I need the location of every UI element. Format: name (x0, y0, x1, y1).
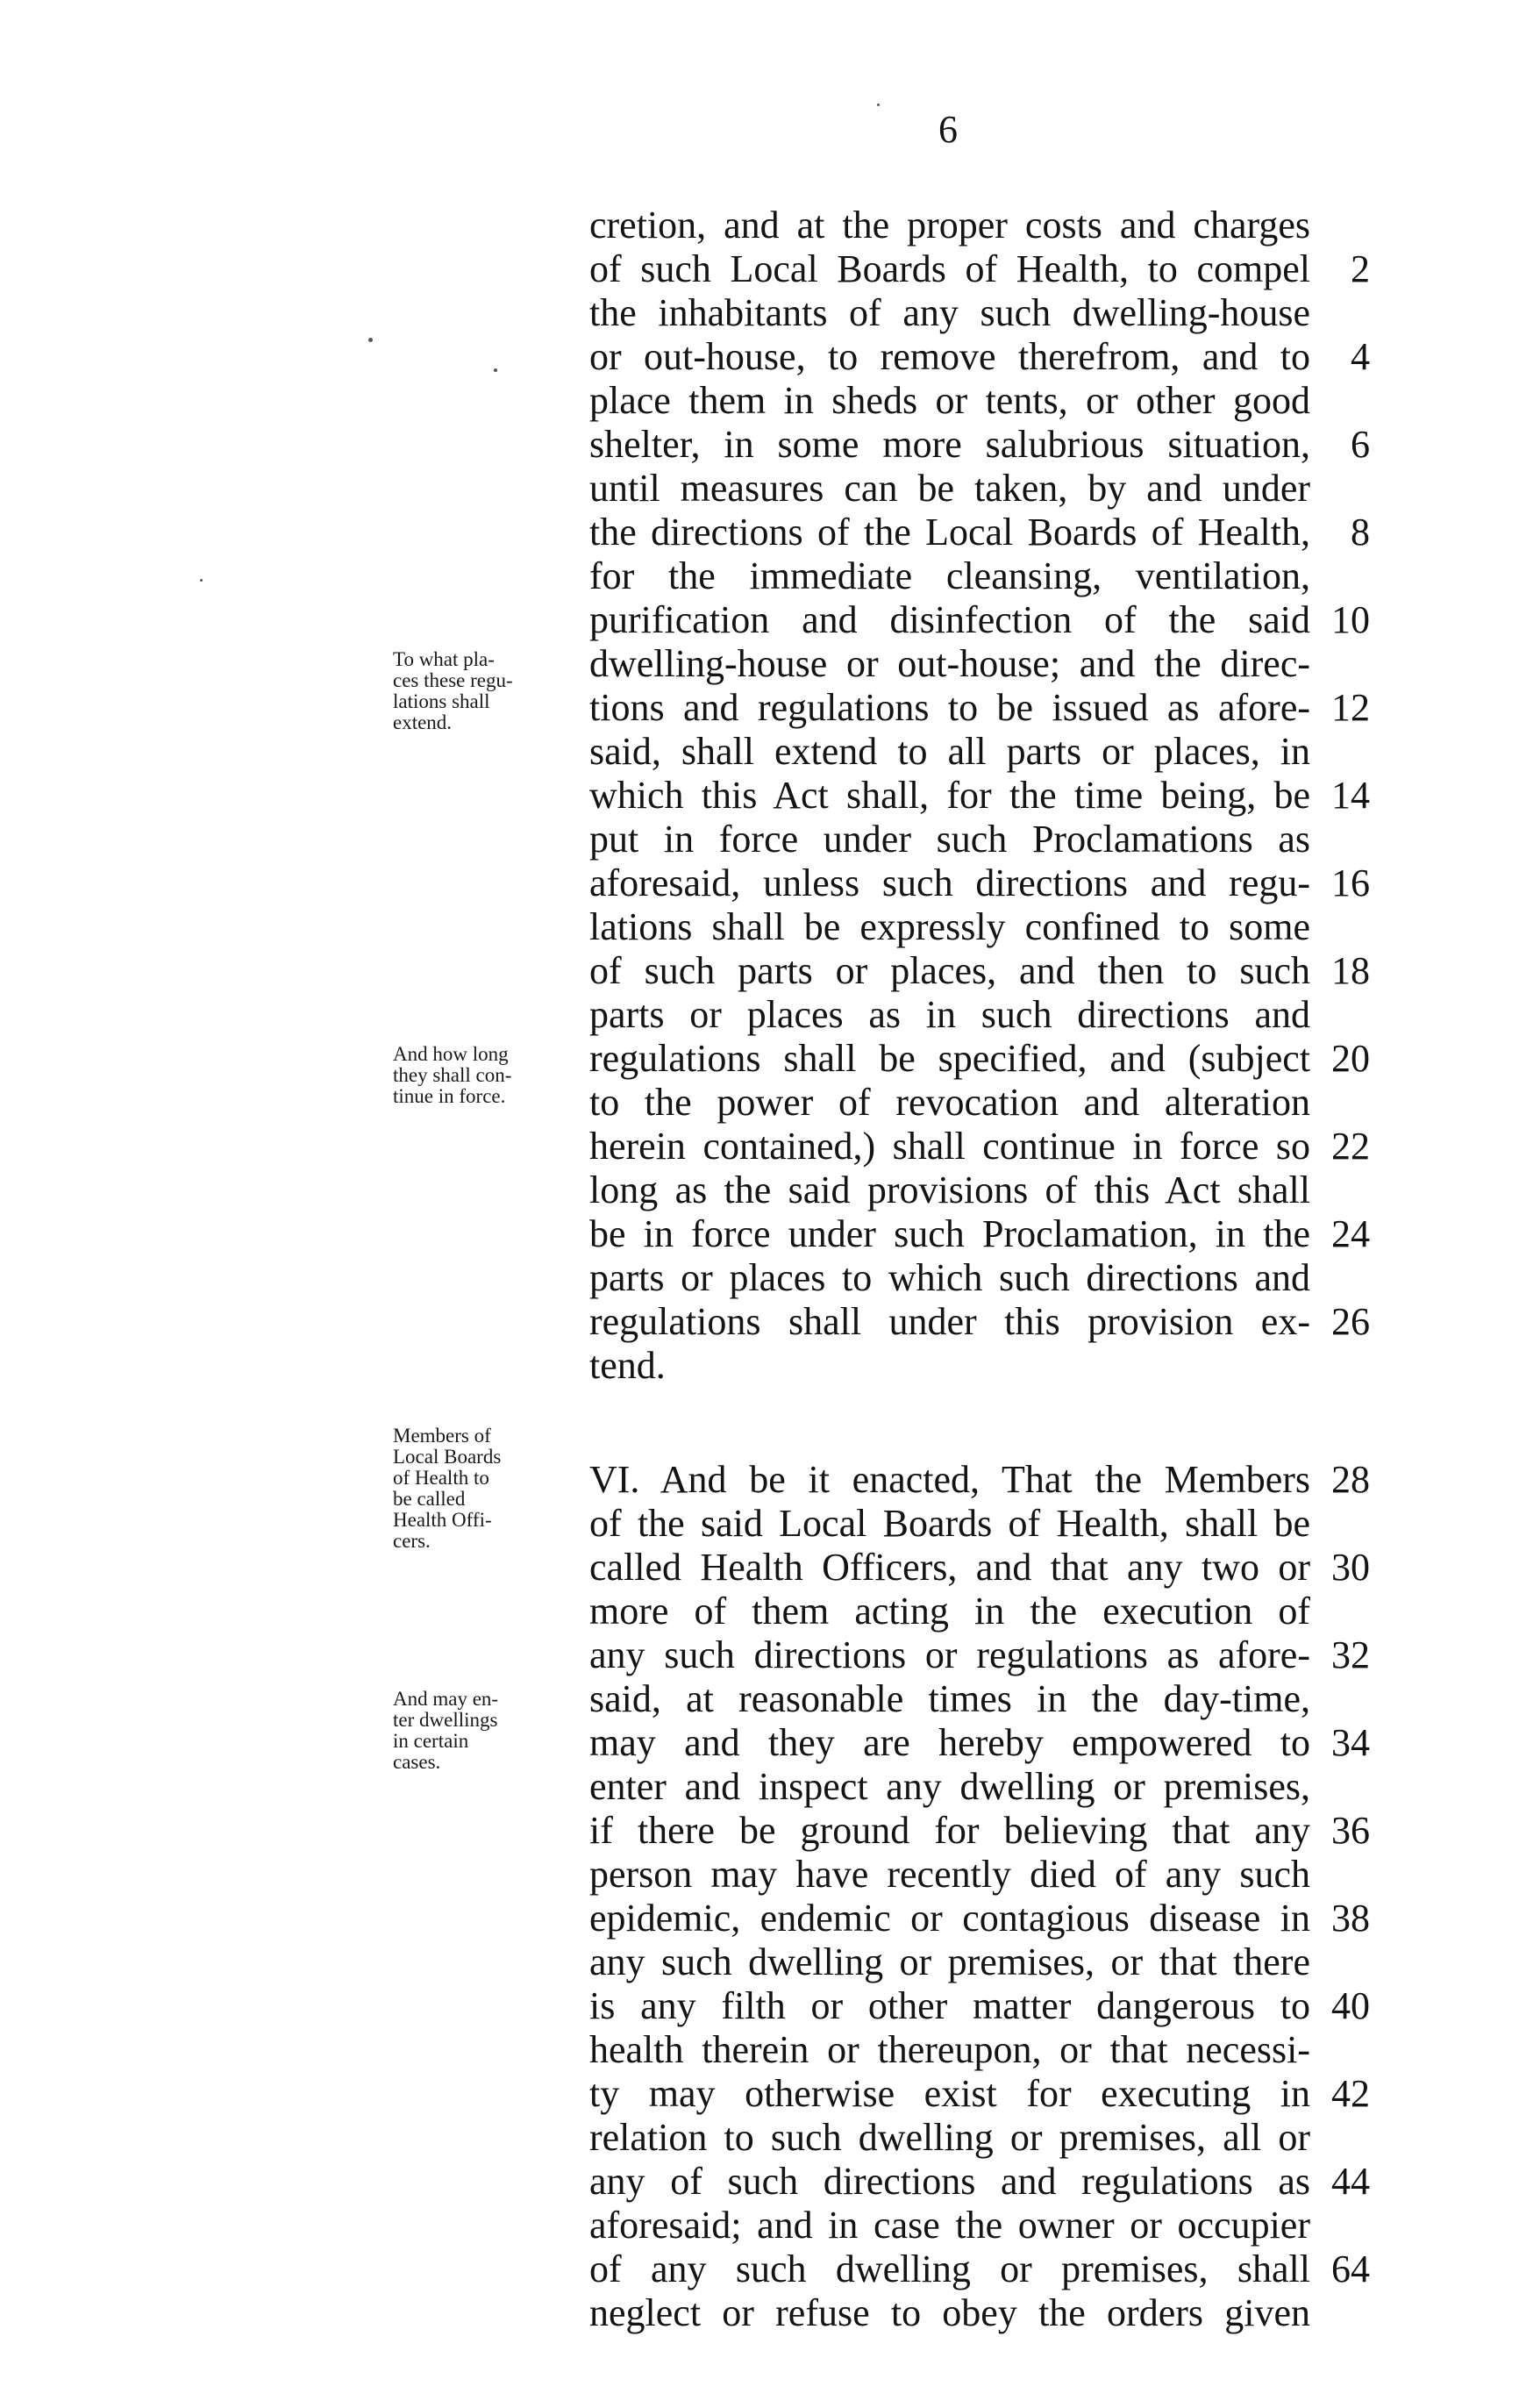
text-line (589, 204, 1370, 247)
line-text: regulations shall be specified, and (subject (589, 1037, 1310, 1080)
text-line (589, 379, 1370, 423)
text-line (589, 2116, 1370, 2160)
line-text: of any such dwelling or premises, shall (589, 2247, 1310, 2290)
line-text: of such Local Boards of Health, to compel (589, 247, 1310, 290)
line-text: of the said Local Boards of Health, shall be (589, 1502, 1310, 1545)
margin-note-line: And how long (393, 1043, 509, 1065)
line-text: dwelling-house or out-house; and the direc- (589, 642, 1310, 685)
text-line (589, 861, 1370, 905)
line-text: epidemic, endemic or contagious disease in (589, 1897, 1310, 1940)
line-text: more of them acting in the execution of (589, 1590, 1310, 1633)
text-line (589, 730, 1370, 774)
line-text: said, shall extend to all parts or places, in (589, 730, 1310, 773)
margin-note-line: they shall con- (393, 1064, 512, 1086)
line-text: said, at reasonable times in the day-time, (589, 1677, 1310, 1720)
line-text: parts or places to which such directions and (589, 1256, 1310, 1299)
line-text: put in force under such Proclamations as (589, 818, 1310, 861)
line-number: 12 (1331, 686, 1370, 729)
margin-note-line: be called (393, 1488, 466, 1510)
line-text: or out-house, to remove therefrom, and to (589, 335, 1310, 378)
line-number: 8 (1351, 511, 1370, 554)
print-speck (368, 338, 373, 342)
line-text: VI. And be it enacted, That the Members (589, 1458, 1310, 1501)
line-number: 18 (1331, 949, 1370, 992)
text-line (589, 2291, 1370, 2335)
body-text (589, 204, 1370, 2335)
text-line (589, 247, 1370, 291)
margin-note-line: Health Offi- (393, 1509, 492, 1531)
line-number: 38 (1331, 1897, 1370, 1940)
line-number: 20 (1331, 1037, 1370, 1080)
section-gap (589, 1388, 1370, 1458)
text-line (589, 1256, 1370, 1300)
margin-note-duration (393, 1044, 573, 1107)
text-line (589, 291, 1370, 335)
margin-note-line: Members of (393, 1425, 491, 1447)
line-number: 4 (1351, 335, 1370, 378)
text-line (589, 335, 1370, 379)
margin-note-line: tinue in force. (393, 1085, 506, 1107)
text-line (589, 905, 1370, 949)
text-line (589, 1940, 1370, 1984)
line-text: any such dwelling or premises, or that there (589, 1940, 1310, 1983)
line-text: if there be ground for believing that any (589, 1809, 1310, 1852)
margin-note-health-officers (393, 1426, 573, 1552)
text-line (589, 1765, 1370, 1809)
text-line (589, 1677, 1370, 1721)
line-text: shelter, in some more salubrious situation, (589, 423, 1310, 466)
text-line (589, 598, 1370, 642)
line-number: 28 (1331, 1458, 1370, 1501)
text-line (589, 1125, 1370, 1168)
line-number: 44 (1331, 2160, 1370, 2203)
text-line (589, 1081, 1370, 1125)
margin-note-line: ter dwellings (393, 1709, 498, 1731)
line-number: 16 (1331, 861, 1370, 904)
margin-note-line: in certain (393, 1730, 469, 1752)
text-line (589, 1546, 1370, 1590)
line-text: regulations shall under this provision ex- (589, 1300, 1310, 1343)
line-text: health therein or thereupon, or that necessi- (589, 2028, 1310, 2071)
text-line (589, 1502, 1370, 1546)
line-number: 64 (1331, 2247, 1370, 2290)
margin-note-line: To what pla- (393, 648, 495, 670)
text-line (589, 511, 1370, 554)
text-line (589, 1633, 1370, 1677)
text-line (589, 2028, 1370, 2072)
line-text: the inhabitants of any such dwelling-house (589, 291, 1310, 334)
line-number: 34 (1331, 1721, 1370, 1764)
margin-note-line: lations shall (393, 690, 490, 712)
line-text: until measures can be taken, by and under (589, 467, 1310, 510)
margin-note-line: Local Boards (393, 1446, 502, 1468)
line-number: 26 (1331, 1300, 1370, 1343)
text-line (589, 1212, 1370, 1256)
text-line (589, 1037, 1370, 1081)
text-line (589, 1300, 1370, 1344)
text-line (589, 818, 1370, 861)
text-line (589, 642, 1370, 686)
line-text: of such parts or places, and then to such (589, 949, 1310, 992)
text-line (589, 467, 1370, 511)
line-number: 42 (1331, 2072, 1370, 2115)
text-line (589, 2072, 1370, 2116)
text-line (589, 2160, 1370, 2204)
text-line (589, 554, 1370, 598)
line-text: the directions of the Local Boards of Health, (589, 511, 1310, 554)
line-number: 14 (1331, 774, 1370, 817)
text-line (589, 1897, 1370, 1940)
line-number: 2 (1351, 247, 1370, 290)
line-text: relation to such dwelling or premises, all or (589, 2116, 1310, 2159)
margin-note-entry (393, 1689, 573, 1773)
line-text: for the immediate cleansing, ventilation, (589, 554, 1310, 597)
text-line (589, 1853, 1370, 1897)
text-line (589, 1809, 1370, 1853)
paragraph-continuation (589, 204, 1370, 1388)
line-text: which this Act shall, for the time being, be (589, 774, 1310, 817)
margin-note-line: extend. (393, 711, 453, 733)
line-text: tend. (589, 1344, 666, 1387)
print-speck (494, 368, 497, 372)
line-text: any of such directions and regulations as (589, 2160, 1310, 2203)
line-text: long as the said provisions of this Act shall (589, 1168, 1310, 1211)
line-number: 6 (1351, 423, 1370, 466)
text-line (589, 774, 1370, 818)
line-text: be in force under such Proclamation, in the (589, 1212, 1310, 1255)
text-line (589, 1344, 1370, 1388)
margin-note-line: ces these regu- (393, 669, 513, 691)
text-line (589, 1984, 1370, 2028)
line-text: to the power of revocation and alteration (589, 1081, 1310, 1124)
line-text: tions and regulations to be issued as afore- (589, 686, 1310, 729)
text-line (589, 993, 1370, 1037)
line-text: any such directions or regulations as afore- (589, 1633, 1310, 1676)
line-text: enter and inspect any dwelling or premises, (589, 1765, 1310, 1808)
line-text: herein contained,) shall continue in force so (589, 1125, 1310, 1168)
line-text: is any filth or other matter dangerous to (589, 1984, 1310, 2027)
line-text: parts or places as in such directions and (589, 993, 1310, 1036)
line-number: 22 (1331, 1125, 1370, 1168)
text-line (589, 423, 1370, 467)
margin-note-extent (393, 649, 573, 733)
line-text: aforesaid, unless such directions and regu- (589, 861, 1310, 904)
text-line (589, 1590, 1370, 1633)
text-line (589, 2247, 1370, 2291)
text-line (589, 949, 1370, 993)
line-text: ty may otherwise exist for executing in (589, 2072, 1310, 2115)
line-text: aforesaid; and in case the owner or occupier (589, 2204, 1310, 2247)
line-text: called Health Officers, and that any two or (589, 1546, 1310, 1589)
line-text: person may have recently died of any such (589, 1853, 1310, 1896)
margin-note-line: cases. (393, 1751, 441, 1773)
line-text: purification and disinfection of the said (589, 598, 1310, 641)
line-text: cretion, and at the proper costs and charges (589, 204, 1310, 247)
line-text: may and they are hereby empowered to (589, 1721, 1310, 1764)
line-text: neglect or refuse to obey the orders given (589, 2291, 1310, 2334)
text-line (589, 1168, 1370, 1212)
line-text: lations shall be expressly confined to some (589, 905, 1310, 948)
text-line (589, 2204, 1370, 2247)
line-text: place them in sheds or tents, or other good (589, 379, 1310, 422)
print-speck (200, 579, 203, 582)
text-line (589, 1458, 1370, 1502)
line-number: 40 (1331, 1984, 1370, 2027)
text-line (589, 686, 1370, 730)
line-number: 30 (1331, 1546, 1370, 1589)
margin-note-line: of Health to (393, 1467, 489, 1489)
margin-note-line: cers. (393, 1530, 431, 1552)
line-number: 32 (1331, 1633, 1370, 1676)
page-number: 6 (938, 108, 958, 151)
text-line (589, 1721, 1370, 1765)
line-number: 10 (1331, 598, 1370, 641)
margin-note-line: And may en- (393, 1688, 499, 1710)
paragraph-section-vi (589, 1458, 1370, 2335)
print-speck (877, 104, 880, 106)
line-number: 24 (1331, 1212, 1370, 1255)
line-number: 36 (1331, 1809, 1370, 1852)
